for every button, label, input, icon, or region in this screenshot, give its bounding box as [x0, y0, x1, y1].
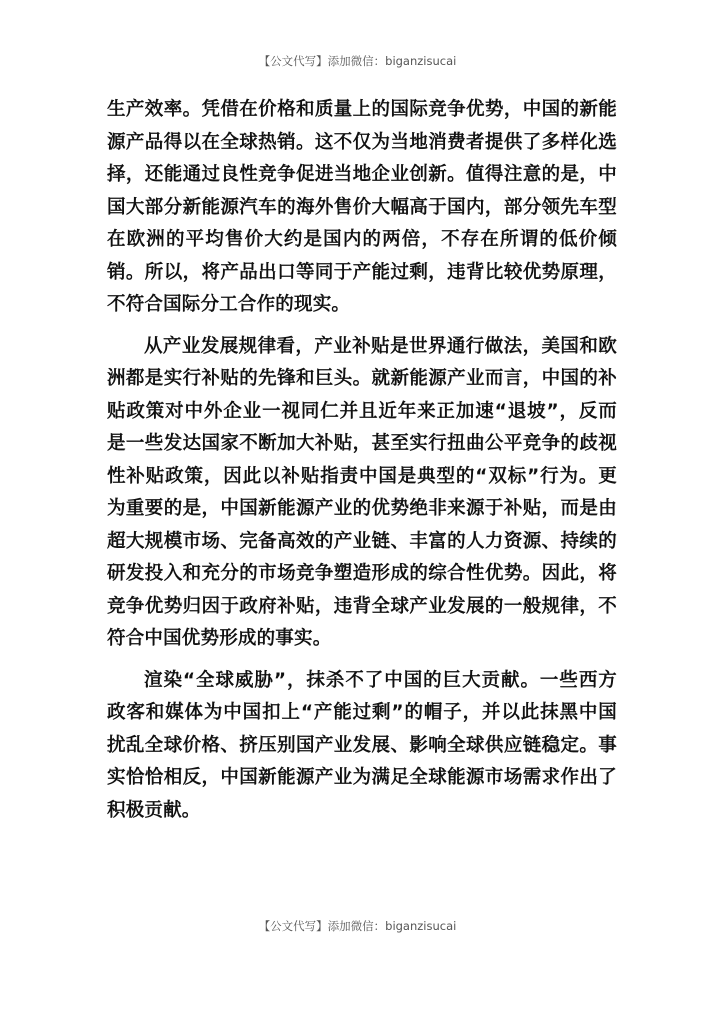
paragraph-2: 从产业发展规律看，产业补贴是世界通行做法，美国和欧洲都是实行补贴的先锋和巨头。就新能源产业而言，中国的补贴政策对中外企业一视同仁并且近年来正加速“退坡”，反而是一些发达国家不断加大补贴，甚至实行扭曲公平竞争的歧视性补贴政策，因此以补贴指责中国是典型的“双标”行为。更为重要的是，中国新能源产业的优势绝非来源于补贴，而是由超大规模市场、完备高效的产业链、丰富的人力资源、持续的研发投入和充分的市场竞争塑造形成的综合性优势。因此，将竞争优势归因于政府补贴，违背全球产业发展的一般规律，不符合中国优势形成的事实。	[107, 335, 617, 649]
paragraph-1: 生产效率。凭借在价格和质量上的国际竞争优势，中国的新能源产品得以在全球热销。这不仅为当地消费者提供了多样化选择，还能通过良性竞争促进当地企业创新。值得注意的是，中国大部分新能源汽车的海外售价大幅高于国内，部分领先车型在欧洲的平均售价大约是国内的两倍，不存在所谓的低价倾销。所以，将产品出口等同于产能过剩，违背比较优势原理，不符合国际分工合作的现实。	[107, 99, 617, 315]
document-body	[107, 94, 617, 836]
paragraph-3: 渲染“全球威胁”，抹杀不了中国的巨大贡献。一些西方政客和媒体为中国扣上“产能过剩”的帽子，并以此抹黑中国扰乱全球价格、挤压别国产业发展、影响全球供应链稳定。事实恰恰相反，中国新能源产业为满足全球能源市场需求作出了积极贡献。	[107, 669, 617, 821]
page-header-watermark: 【公文代写】添加微信：biganzisucai	[258, 54, 457, 68]
page-footer-watermark: 【公文代写】添加微信：biganzisucai	[258, 919, 457, 933]
